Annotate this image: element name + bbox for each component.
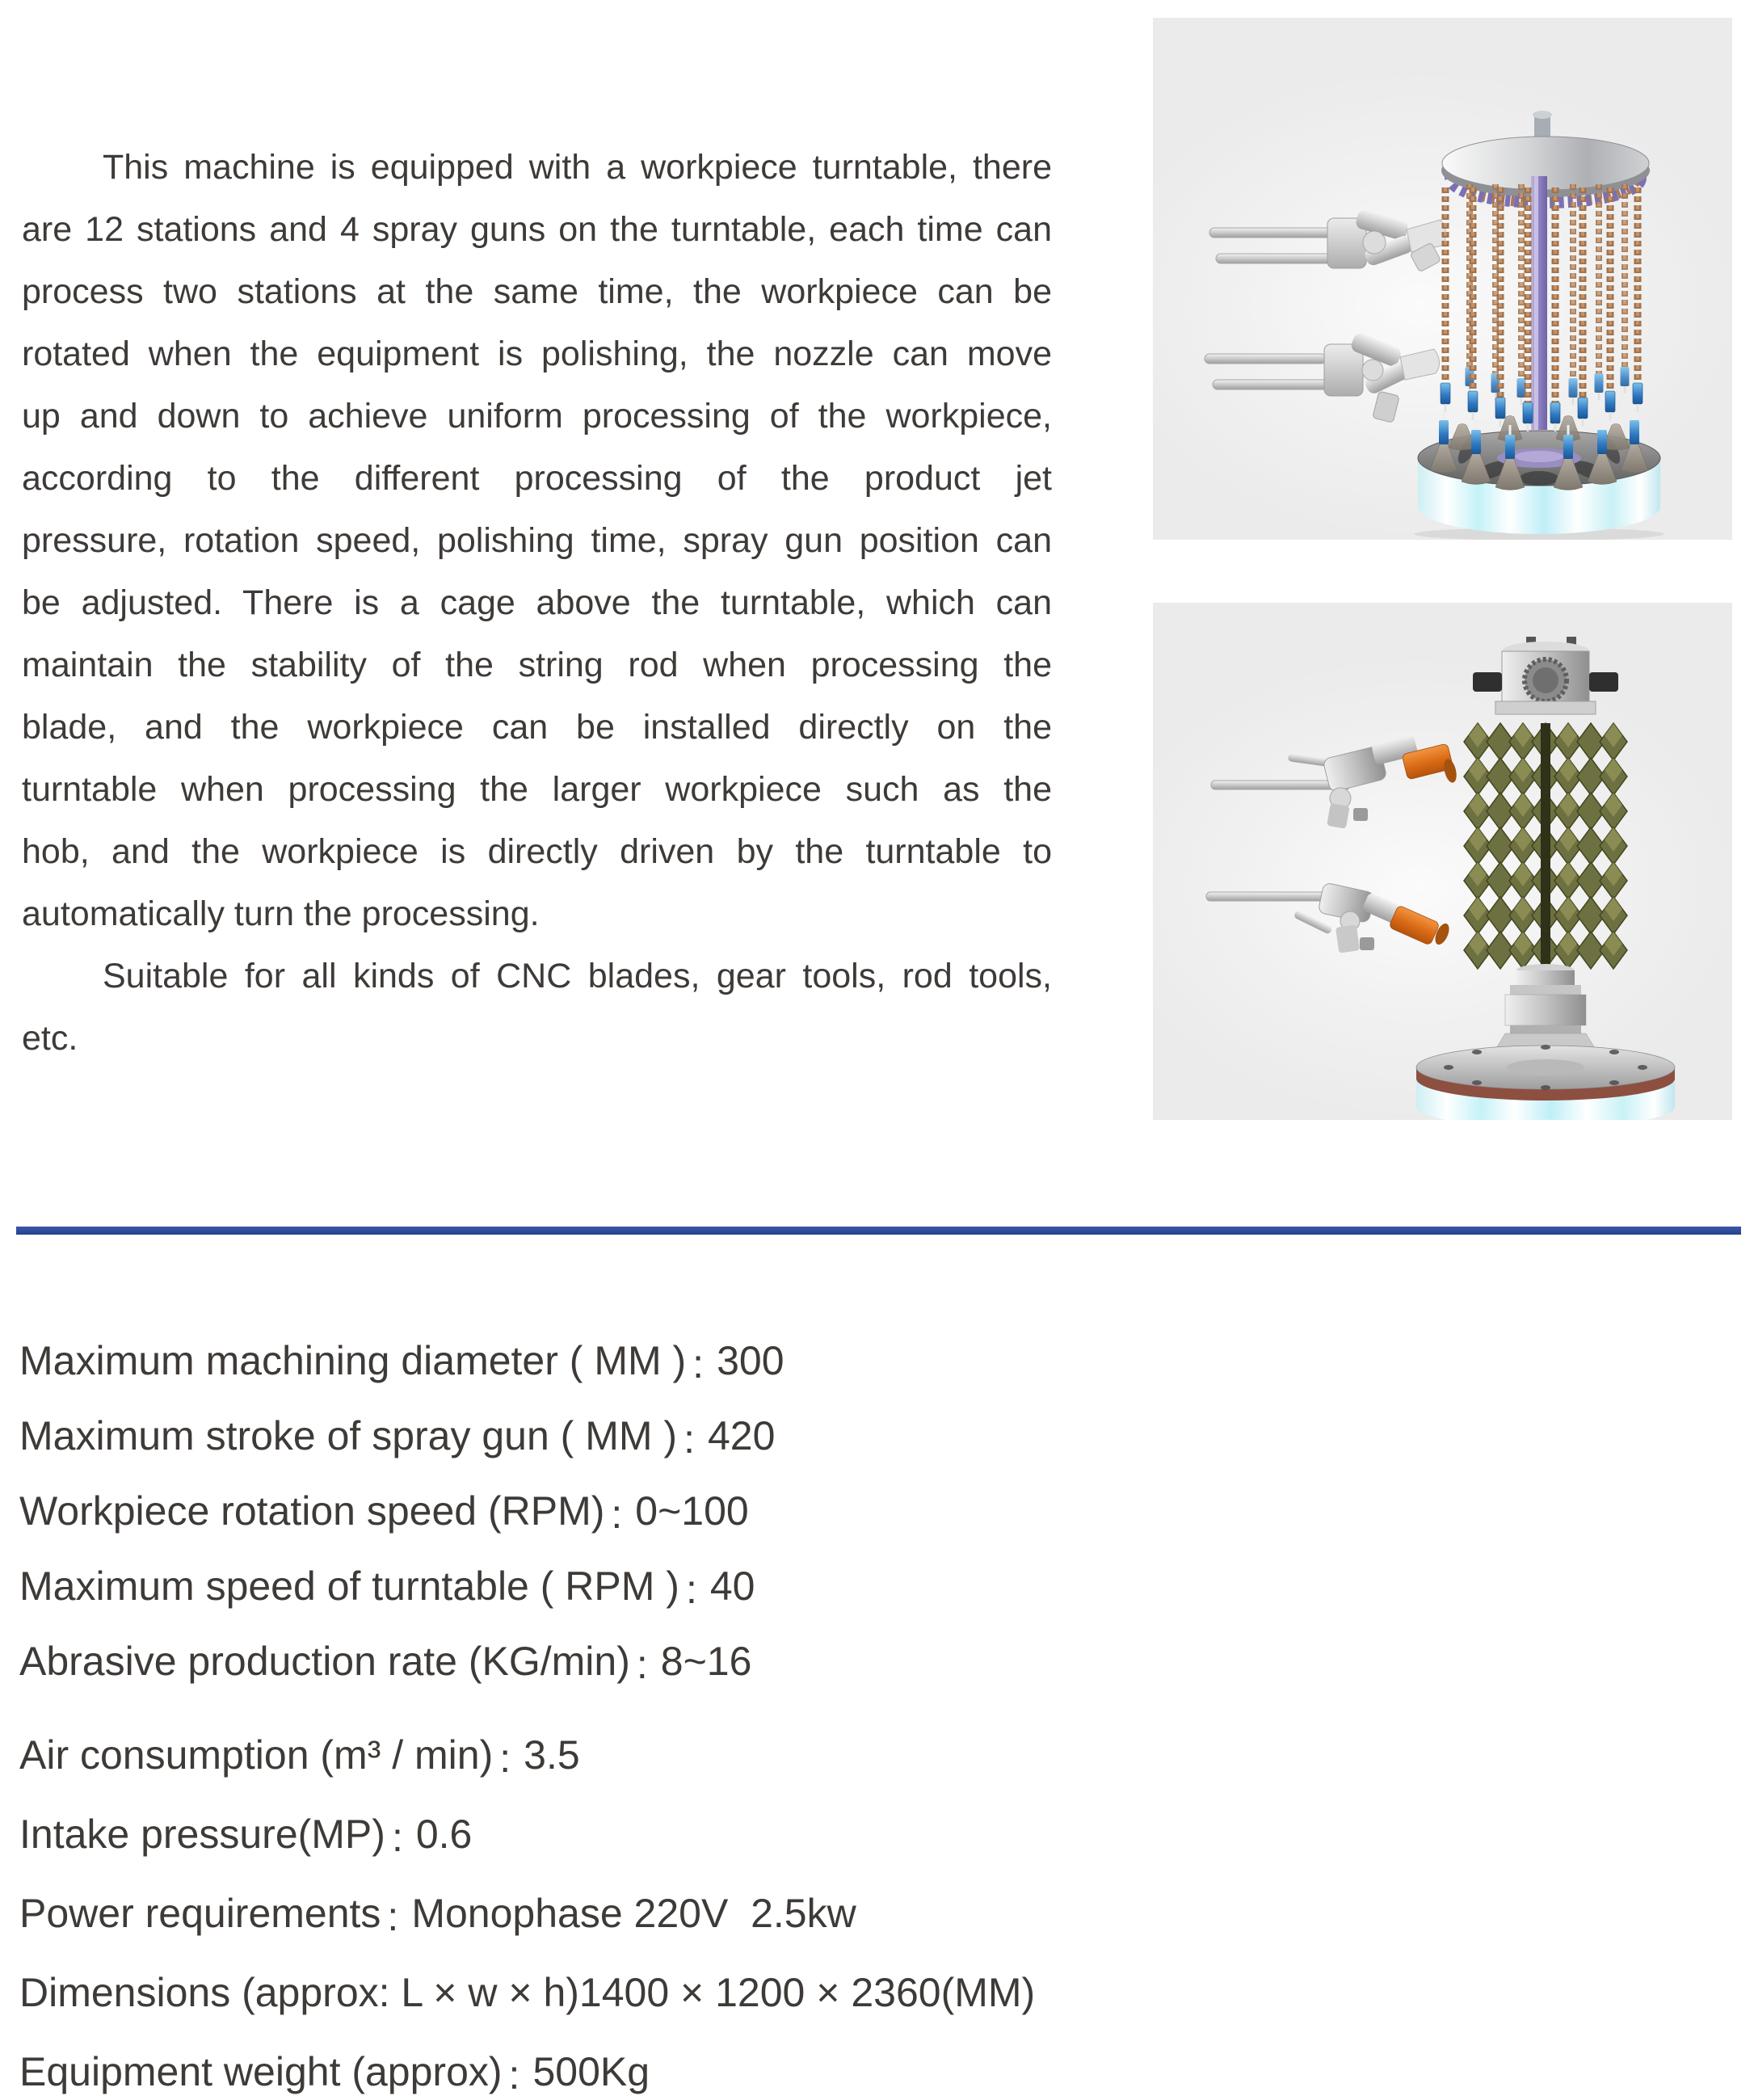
description-line: Suitable for all kinds of CNC blades, gear tools, rod tools, [103,957,1052,995]
spec-row-abrasive-production-rate [19,1624,1635,1699]
spec-value: 3.5 [524,1732,580,1778]
spec-separator: : [611,1492,623,1537]
description-line: rotated when the equipment is polishing, the nozzle can move [22,335,1052,373]
spec-label: Power requirements [19,1891,381,1936]
description-line: turntable when processing the larger workpiece such as the [22,770,1052,809]
spec-row-intake-pressure [19,1795,1635,1874]
spec-value: 40 [709,1563,755,1609]
spec-separator: : [391,1815,403,1860]
spec-label: Intake pressure(MP) [19,1812,385,1857]
product-image-turntable-string-rods [1153,18,1732,540]
specs-list-primary [19,1324,1635,1699]
spec-separator: : [685,1567,697,1612]
turntable-illustration [1414,111,1664,540]
description-line: according to the different processing of the product jet [22,459,1052,498]
hob-cutter-illustration [1416,637,1675,1120]
spec-value: 1400 × 1200 × 2360(MM) [578,1970,1036,2015]
spec-row-max-machining-diameter [19,1324,1635,1399]
description-line: etc. [22,1019,78,1058]
spec-row-dimensions [19,1953,1635,2032]
description-line: pressure, rotation speed, polishing time, spray gun position can [22,521,1052,560]
spec-value: 420 [707,1413,776,1458]
spray-gun-lower [1206,882,1452,953]
description-line: automatically turn the processing. [22,894,540,933]
spec-row-air-consumption [19,1715,1635,1795]
spec-value: 0.6 [415,1812,473,1857]
spec-row-max-turntable-speed [19,1549,1635,1624]
spec-label: Equipment weight (approx) [19,2049,503,2094]
spec-separator: : [636,1642,648,1687]
spec-separator: : [387,1894,399,1939]
spec-separator: : [499,1736,511,1781]
spec-value: 300 [717,1338,784,1383]
spray-gun-upper [1209,208,1446,272]
spec-row-max-spray-gun-stroke [19,1399,1635,1474]
product-image-hob-cutter [1153,603,1732,1120]
spec-value: Monophase 220V 2.5kw [411,1891,856,1936]
spec-label: Maximum speed of turntable ( RPM ) [19,1563,679,1609]
spec-label: Air consumption (m³ / min) [19,1732,494,1778]
spec-label: Abrasive production rate (KG/min) [19,1639,630,1684]
spec-separator: : [684,1416,695,1462]
description-line: This machine is equipped with a workpiece turntable, there [103,148,1052,187]
description-line: maintain the stability of the string rod when processing the [22,646,1052,684]
spec-value: 8~16 [660,1639,752,1684]
description-line: up and down to achieve uniform processing of the workpiece, [22,397,1052,436]
spec-value: 0~100 [635,1488,749,1534]
description-text [22,137,1052,1070]
spec-label: Dimensions (approx: L × w × h) [19,1970,579,2015]
spray-gun-upper [1211,734,1458,829]
spray-gun-lower [1205,331,1440,423]
description-line: be adjusted. There is a cage above the turntable, which can [22,583,1052,622]
spec-value: 500Kg [532,2049,650,2094]
spec-label: Maximum machining diameter ( MM ) [19,1338,687,1383]
spec-label: Workpiece rotation speed (RPM) [19,1488,605,1534]
description-line: process two stations at the same time, the workpiece can be [22,272,1052,311]
section-divider [16,1227,1741,1235]
spec-label: Maximum stroke of spray gun ( MM ) [19,1413,678,1458]
spec-separator: : [692,1341,705,1387]
specs-list-secondary [19,1715,1635,2100]
description-line: blade, and the workpiece can be installed directly on the [22,708,1052,747]
spec-row-equipment-weight [19,2032,1635,2100]
spec-row-workpiece-rotation-speed [19,1474,1635,1549]
spec-row-power-requirements [19,1874,1635,1953]
spec-separator: : [508,2052,520,2098]
description-line: are 12 stations and 4 spray guns on the turntable, each time can [22,210,1052,249]
description-line: hob, and the workpiece is directly driven by the turntable to [22,832,1052,871]
